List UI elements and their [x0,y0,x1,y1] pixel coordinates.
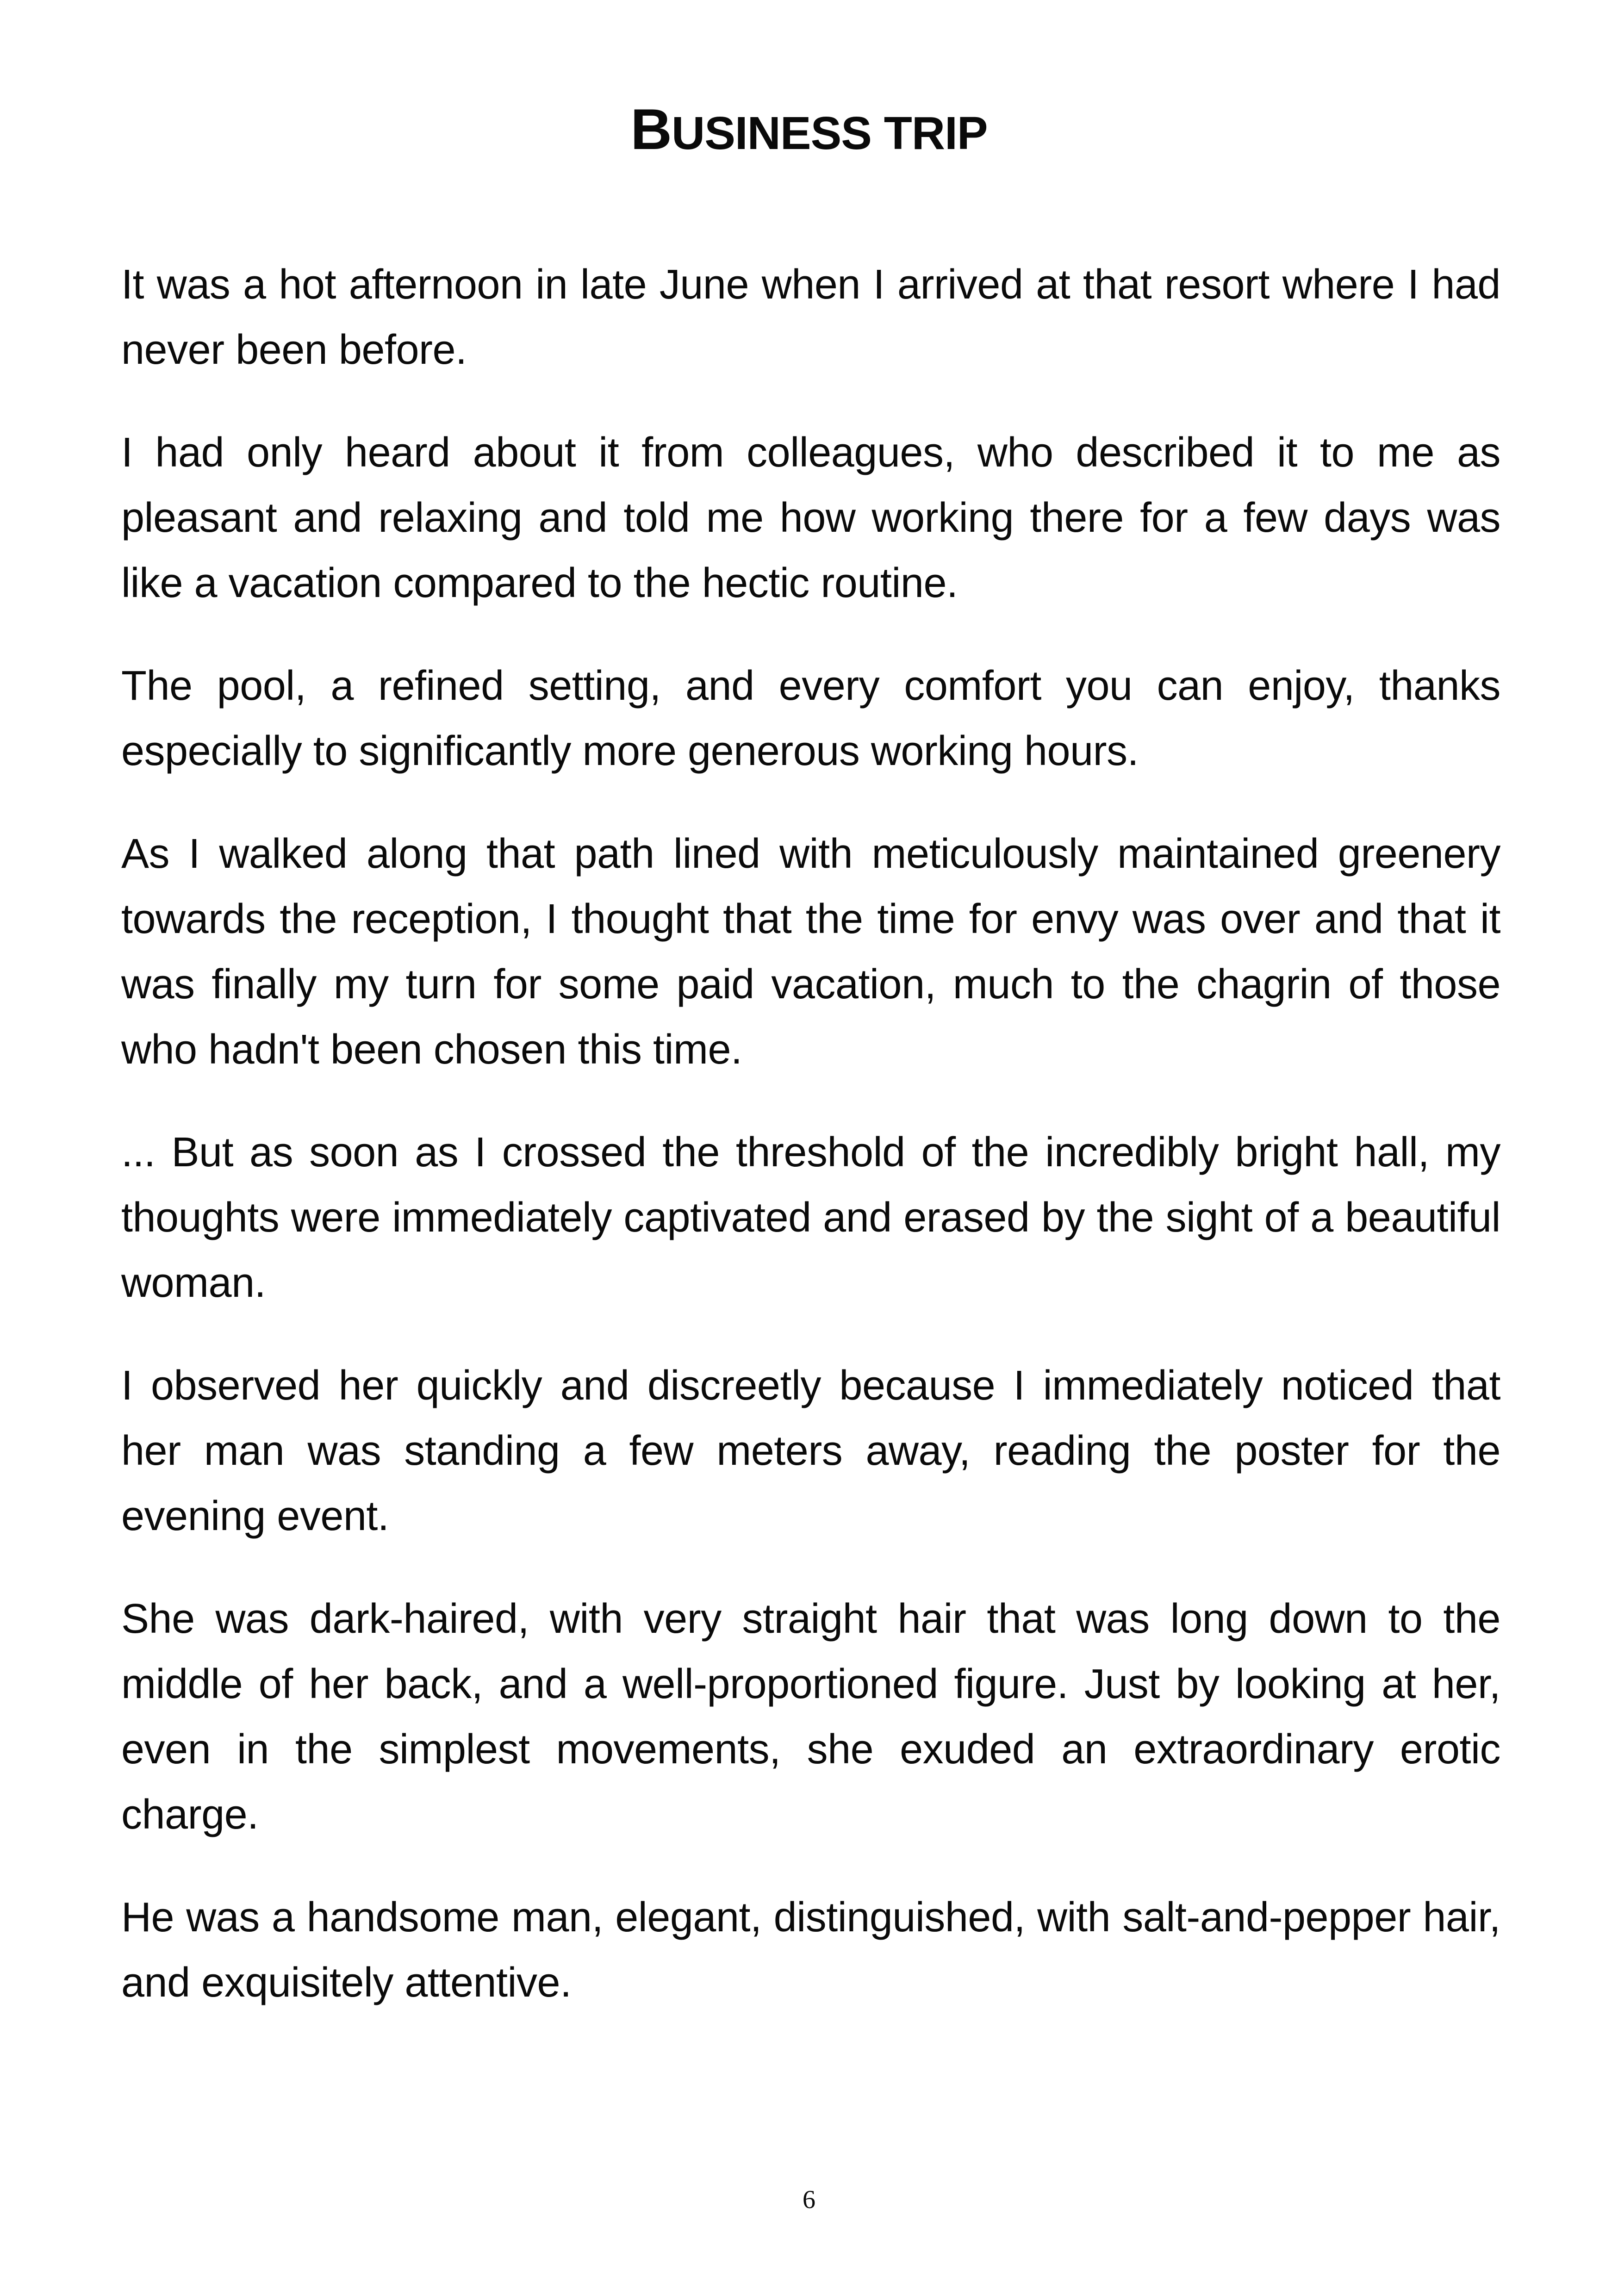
chapter-title [0,93,1618,170]
body-text [121,252,1500,2053]
chapter-title-rest: USINESS TRIP [671,107,988,159]
paragraph-1: It was a hot afternoon in late June when I arrived at that resort where I had never been before. [121,261,1500,373]
paragraph-7: She was dark-haired, with very straight hair that was long down to the middle of her back, and a well-proportioned figure. Just by looking at her, even in the simplest movements, she exuded an extraordinary erotic charge. [121,1596,1500,1838]
paragraph-5: ... But as soon as I crossed the threshold of the incredibly bright hall, my thoughts were immediately captivated and erased by the sight of a beautiful woman. [121,1129,1500,1306]
paragraph-6: I observed her quickly and discreetly because I immediately noticed that her man was standing a few meters away, reading the poster for the evening event. [121,1363,1500,1539]
paragraph-2: I had only heard about it from colleagues, who described it to me as pleasant and relaxing and told me how working there for a few days was like a vacation compared to the hectic routine. [121,429,1500,606]
page-number: 6 [803,2185,815,2214]
paragraph-8: He was a handsome man, elegant, distinguished, with salt-and-pepper hair, and exquisitely attentive. [121,1894,1500,2006]
chapter-title-initial: B [630,98,672,162]
paragraph-3: The pool, a refined setting, and every comfort you can enjoy, thanks especially to significantly more generous working hours. [121,663,1500,774]
paragraph-4: As I walked along that path lined with meticulously maintained greenery towards the reception, I thought that the time for envy was over and that it was finally my turn for some paid vacation, much to the chagrin of those who hadn't been chosen this time. [121,831,1500,1073]
